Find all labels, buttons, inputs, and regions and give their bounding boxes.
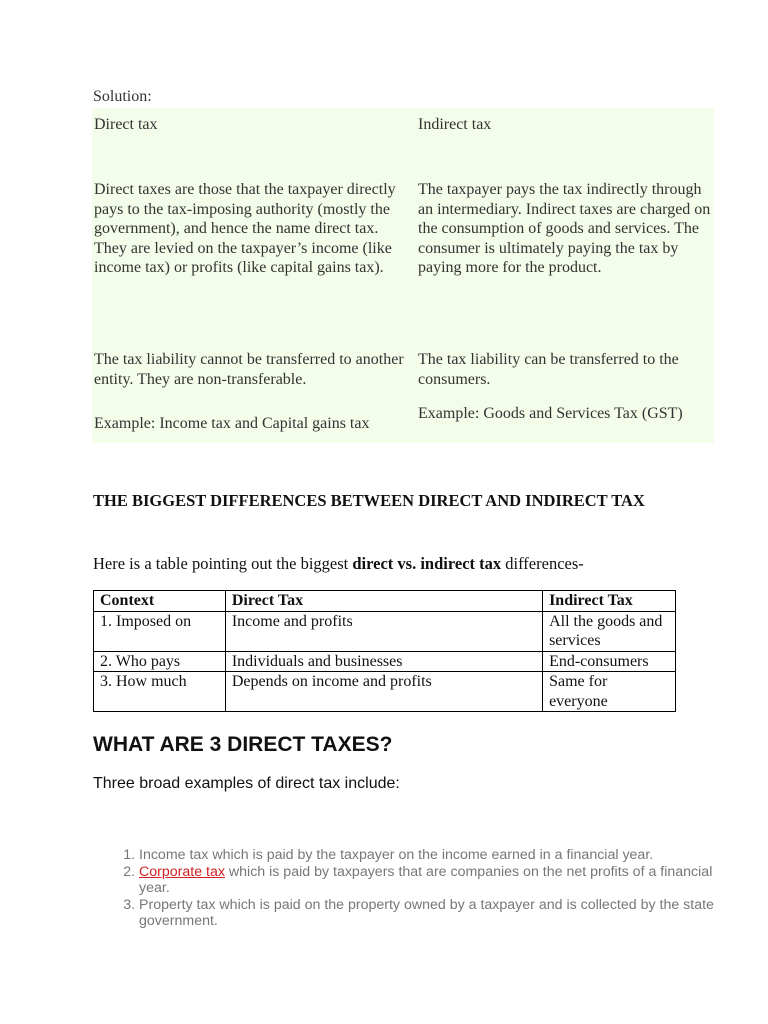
liability-indirect: The tax liability can be transferred to the consumers. bbox=[418, 351, 679, 388]
table-cell: Individuals and businesses bbox=[225, 651, 542, 672]
table-cell: Depends on income and profits bbox=[225, 672, 542, 712]
liability-direct: The tax liability cannot be transferred to another entity. They are non-transferable. bbox=[94, 351, 404, 388]
list-item-text: Property tax which is paid on the property owned by a taxpayer and is collected by the state government. bbox=[139, 896, 714, 929]
table-header-context: Context bbox=[94, 591, 226, 612]
header-indirect-tax: Indirect tax bbox=[418, 116, 492, 133]
table-cell: End-consumers bbox=[543, 651, 676, 672]
corporate-tax-link[interactable]: Corporate tax bbox=[139, 863, 225, 880]
table-row bbox=[94, 651, 676, 672]
solution-label: Solution: bbox=[93, 88, 152, 105]
table-header-direct: Direct Tax bbox=[225, 591, 542, 612]
header-direct-tax: Direct tax bbox=[94, 116, 158, 133]
example-direct: Example: Income tax and Capital gains tax bbox=[94, 415, 370, 432]
table-header-row bbox=[94, 591, 676, 612]
list-item bbox=[139, 897, 729, 930]
list-item bbox=[139, 847, 729, 864]
table-cell: 1. Imposed on bbox=[94, 611, 226, 651]
list-item-text: Income tax which is paid by the taxpayer on the income earned in a financial year. bbox=[139, 847, 654, 863]
examples-intro: Three broad examples of direct tax include: bbox=[93, 775, 400, 792]
example-indirect: Example: Goods and Services Tax (GST) bbox=[418, 405, 683, 422]
table-cell: 2. Who pays bbox=[94, 651, 226, 672]
table-row bbox=[94, 672, 676, 712]
intro-text-bold: direct vs. indirect tax bbox=[352, 554, 502, 573]
definition-direct: Direct taxes are those that the taxpayer directly pays to the tax-imposing authority (mostly the government), and hence the name direct tax. They are levied on the taxpayer’s income (like income tax) or profits (like capital gains tax). bbox=[94, 181, 396, 277]
table-cell: Income and profits bbox=[225, 611, 542, 651]
list-item bbox=[139, 864, 729, 897]
section-heading: THE BIGGEST DIFFERENCES BETWEEN DIRECT AND INDIRECT TAX bbox=[93, 491, 645, 510]
table-cell: All the goods and services bbox=[543, 611, 676, 651]
intro-paragraph bbox=[93, 554, 584, 574]
direct-taxes-heading: WHAT ARE 3 DIRECT TAXES? bbox=[93, 733, 393, 756]
differences-table bbox=[93, 590, 676, 712]
table-cell: Same for everyone bbox=[543, 672, 676, 712]
intro-text-before: Here is a table pointing out the biggest bbox=[93, 554, 353, 573]
definition-indirect: The taxpayer pays the tax indirectly through an intermediary. Indirect taxes are charged on the consumption of goods and services. The consumer is ultimately paying the tax by paying more for the product. bbox=[418, 181, 711, 277]
intro-text-after: differences- bbox=[501, 554, 584, 573]
table-header-indirect: Indirect Tax bbox=[543, 591, 676, 612]
table-row bbox=[94, 611, 676, 651]
examples-list bbox=[93, 847, 729, 930]
list-item-text: which is paid by taxpayers that are companies on the net profits of a financial year. bbox=[139, 863, 713, 896]
table-cell: 3. How much bbox=[94, 672, 226, 712]
